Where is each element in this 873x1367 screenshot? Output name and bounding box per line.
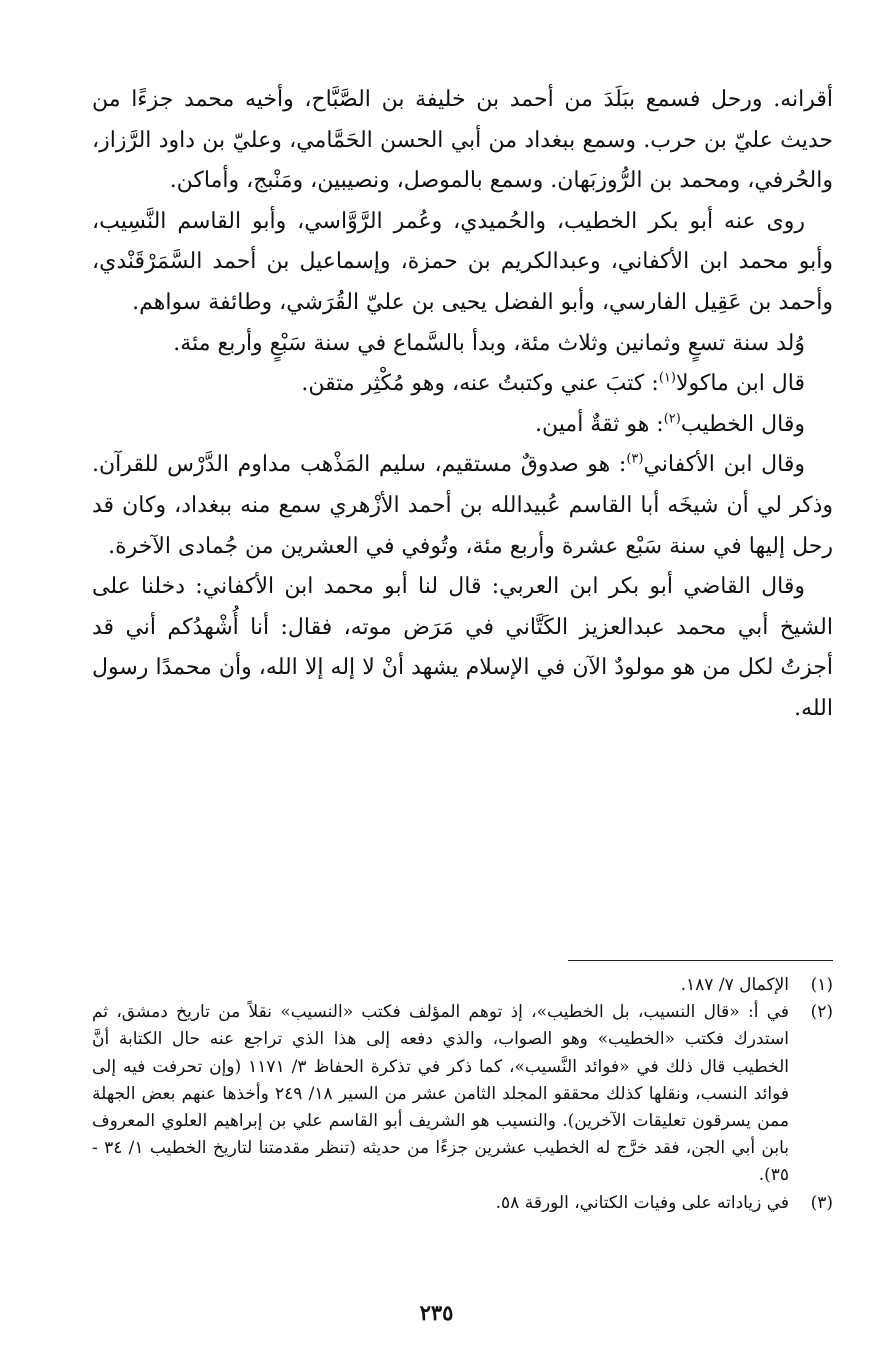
paragraph: روى عنه أبو بكر الخطيب، والحُميدي، وعُمر الرَّوَّاسي، وأبو القاسم النَّسِيب، وأبو محمد ابن الأكفاني، وعبدالكريم بن حمزة، وإسماعيل بن أحمد السَّمَرْقَنْدي، وأحمد بن عَقِيل الفارسي، وأبو الفضل يحيى بن عليّ القُرَشي، وطائفة سواهم. bbox=[92, 208, 833, 315]
paragraph-text: : هو صدوقٌ مستقيم، سليم المَذْهب مداوم الدَّرْس للقرآن. وذكر لي أن شيخَه أبا القاسم عُبيدالله بن أحمد الأزْهري سمع منه ببغداد، وكان قد رحل إليها في سنة سَبْع عشرة وأربع مئة، وتُوفي في العشرين من جُمادى الآخرة. bbox=[92, 452, 833, 559]
paragraph: وُلد سنة تسعٍ وثمانين وثلاث مئة، وبدأ بالسَّماع في سنة سَبْعٍ وأربع مئة. bbox=[173, 330, 805, 356]
main-text bbox=[92, 80, 833, 730]
footnote-text: في أ: «قال النسيب، بل الخطيب»، إذ توهم المؤلف فكتب «النسيب» نقلاً من تاريخ دمشق، ثم استدرك فكتب «الخطيب» وهو الصواب، والذي دفعه إلى هذا الذي تراجع عنه حال الكتابة أنَّ الخطيب قال ذلك في «فوائد النَّسيب»، كما ذكر في تذكرة الحفاظ ٣/ ١١٧١ (وإن تحرفت فيه إلى فوائد النسب، ونقلها كذلك محققو المجلد الثامن عشر من السير ١٨/ ٢٤٩ وأخذها عنهم بعض الجهلة ممن يسرقون تعليقات الآخرين). والنسيب هو الشريف أبو القاسم علي بن إبراهيم العلوي المعروف بابن أبي الجن، فقد خرَّج له الخطيب عشرين جزءًا من حديثه (تنظر مقدمتنا لتاريخ الخطيب ١/ ٣٤ - ٣٥). bbox=[92, 1002, 789, 1186]
footnote-number: (٢) bbox=[810, 1002, 833, 1023]
paragraph-text: وقال ابن الأكفاني bbox=[643, 452, 805, 478]
paragraph-text: قال ابن ماكولا bbox=[675, 371, 805, 397]
footnotes bbox=[92, 972, 833, 1217]
paragraph bbox=[92, 364, 833, 405]
footnote bbox=[92, 999, 833, 1189]
footnote-number: (٣) bbox=[810, 1192, 833, 1213]
footnote-number: (١) bbox=[810, 975, 833, 995]
paragraph: وقال القاضي أبو بكر ابن العربي: قال لنا أبو محمد ابن الأكفاني: دخلنا على الشيخ أبي محمد عبدالعزيز الكَتَّاني في مَرَض موته، فقال: أنا أُشْهدُكم أني قد أجزتُ لكل من هو مولودٌ الآن في الإسلام يشهد أنْ لا إله إلا الله، وأن محمدًا رسول الله. bbox=[92, 574, 833, 721]
page-number: ٢٣٥ bbox=[419, 1300, 454, 1325]
paragraph-text: وقال الخطيب bbox=[680, 411, 805, 437]
paragraph bbox=[92, 445, 833, 567]
footnote-ref: (٢) bbox=[663, 411, 681, 427]
footnote-separator bbox=[568, 960, 833, 961]
footnote-ref: (٣) bbox=[626, 452, 644, 468]
footnote-ref: (١) bbox=[658, 370, 676, 386]
footnote bbox=[92, 972, 833, 999]
footnote-text: في زياداته على وفيات الكتاني، الورقة ٥٨. bbox=[495, 1192, 789, 1213]
paragraph bbox=[92, 405, 833, 446]
paragraph-text: : كتبَ عني وكتبتُ عنه، وهو مُكْثِر متقن. bbox=[301, 371, 659, 397]
paragraph: أقرانه. ورحل فسمع ببَلَدَ من أحمد بن خليفة بن الصَّبَّاح، وأخيه محمد جزءًا من حديث عليّ بن حرب. وسمع ببغداد من أبي الحسن الحَمَّامي، وعليّ بن داود الرَّزاز، والحُرفي، ومحمد بن الرُّوزبَهان. وسمع بالموصل، ونصيبين، ومَنْبج، وأماكن. bbox=[92, 87, 833, 194]
footnote-text: الإكمال ٧/ ١٨٧. bbox=[680, 975, 789, 995]
footnote bbox=[92, 1190, 833, 1217]
paragraph-text: : هو ثقةٌ أمين. bbox=[535, 411, 664, 437]
